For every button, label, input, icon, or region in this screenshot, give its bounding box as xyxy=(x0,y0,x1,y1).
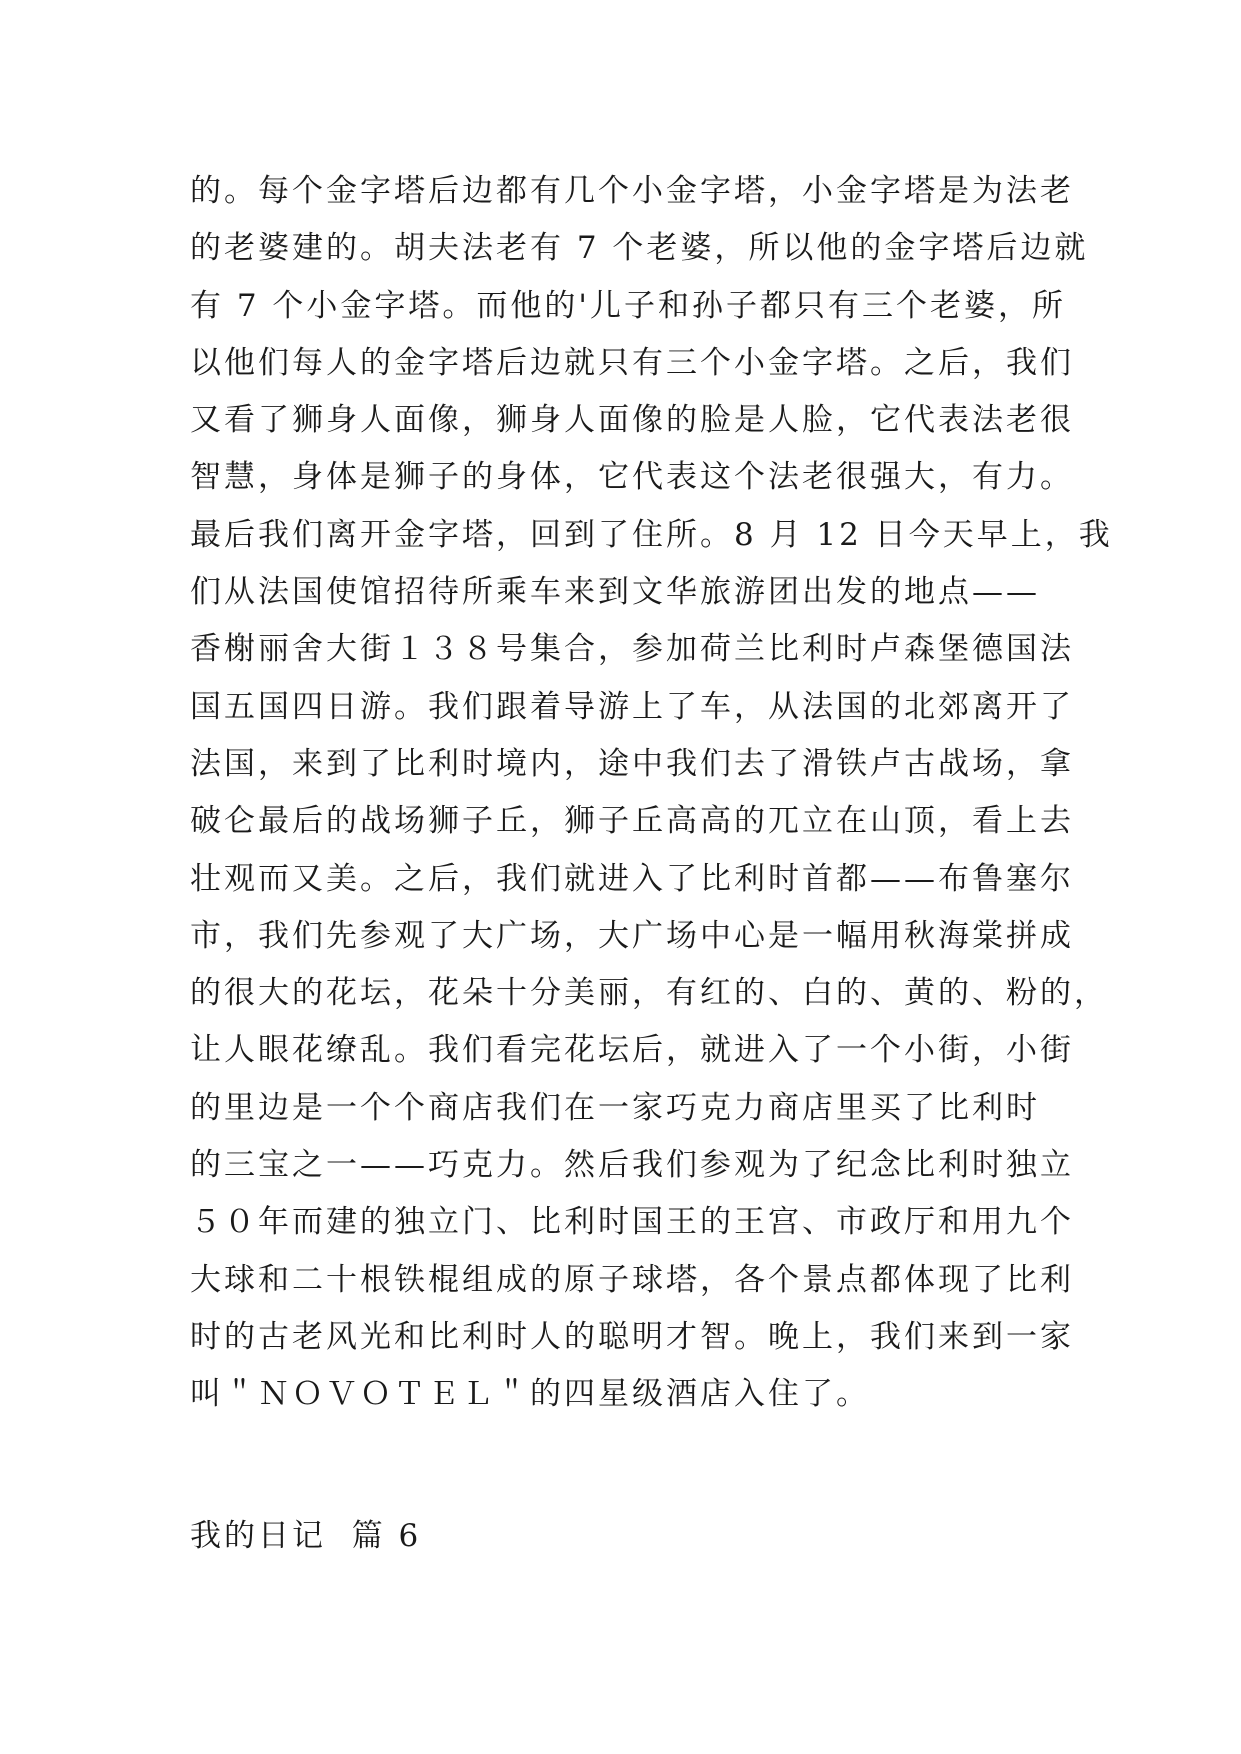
diary-body-text xyxy=(190,163,1113,1424)
text-line: ５０年而建的独立门、比利时国王的王宫、市政厅和用九个 xyxy=(190,1204,1074,1241)
text-line: 时的古老风光和比利时人的聪明才智。晚上，我们来到一家 xyxy=(190,1318,1074,1355)
text-line: 的三宝之一——巧克力。然后我们参观为了纪念比利时独立 xyxy=(190,1147,1074,1184)
text-line: 又看了狮身人面像，狮身人面像的脸是人脸，它代表法老很 xyxy=(190,402,1074,439)
section-heading: 我的日记 篇 6 xyxy=(190,1518,422,1554)
text-line: 叫＂ＮＯＶＯＴＥＬ＂的四星级酒店入住了。 xyxy=(190,1376,870,1413)
text-line: 最后我们离开金字塔，回到了住所。8 月 12 日今天早上，我 xyxy=(190,516,1113,553)
text-line: 香榭丽舍大街１３８号集合，参加荷兰比利时卢森堡德国法 xyxy=(190,631,1074,668)
text-line: 的里边是一个个商店我们在一家巧克力商店里买了比利时 xyxy=(190,1089,1040,1126)
text-line: 的很大的花坛，花朵十分美丽，有红的、白的、黄的、粉的， xyxy=(190,975,1108,1012)
text-line: 有 7 个小金字塔。而他的'儿子和孙子都只有三个老婆，所 xyxy=(190,287,1066,324)
text-line: 市，我们先参观了大广场，大广场中心是一幅用秋海棠拼成 xyxy=(190,917,1074,954)
text-line: 大球和二十根铁棍组成的原子球塔，各个景点都体现了比利 xyxy=(190,1261,1074,1298)
text-line: 的老婆建的。胡夫法老有 7 个老婆，所以他的金字塔后边就 xyxy=(190,230,1089,267)
text-line: 国五国四日游。我们跟着导游上了车，从法国的北郊离开了 xyxy=(190,688,1074,725)
text-line: 以他们每人的金字塔后边就只有三个小金字塔。之后，我们 xyxy=(190,344,1074,381)
text-line: 法国，来到了比利时境内，途中我们去了滑铁卢古战场，拿 xyxy=(190,745,1074,782)
text-line: 让人眼花缭乱。我们看完花坛后，就进入了一个小街，小街 xyxy=(190,1032,1074,1069)
text-line: 的。每个金字塔后边都有几个小金字塔，小金字塔是为法老 xyxy=(190,173,1074,209)
text-line: 破仑最后的战场狮子丘，狮子丘高高的兀立在山顶，看上去 xyxy=(190,803,1074,840)
text-line: 智慧，身体是狮子的身体，它代表这个法老很强大，有力。 xyxy=(190,459,1074,496)
text-line: 壮观而又美。之后，我们就进入了比利时首都——布鲁塞尔 xyxy=(190,860,1074,897)
text-line: 们从法国使馆招待所乘车来到文华旅游团出发的地点—— xyxy=(190,574,1040,611)
